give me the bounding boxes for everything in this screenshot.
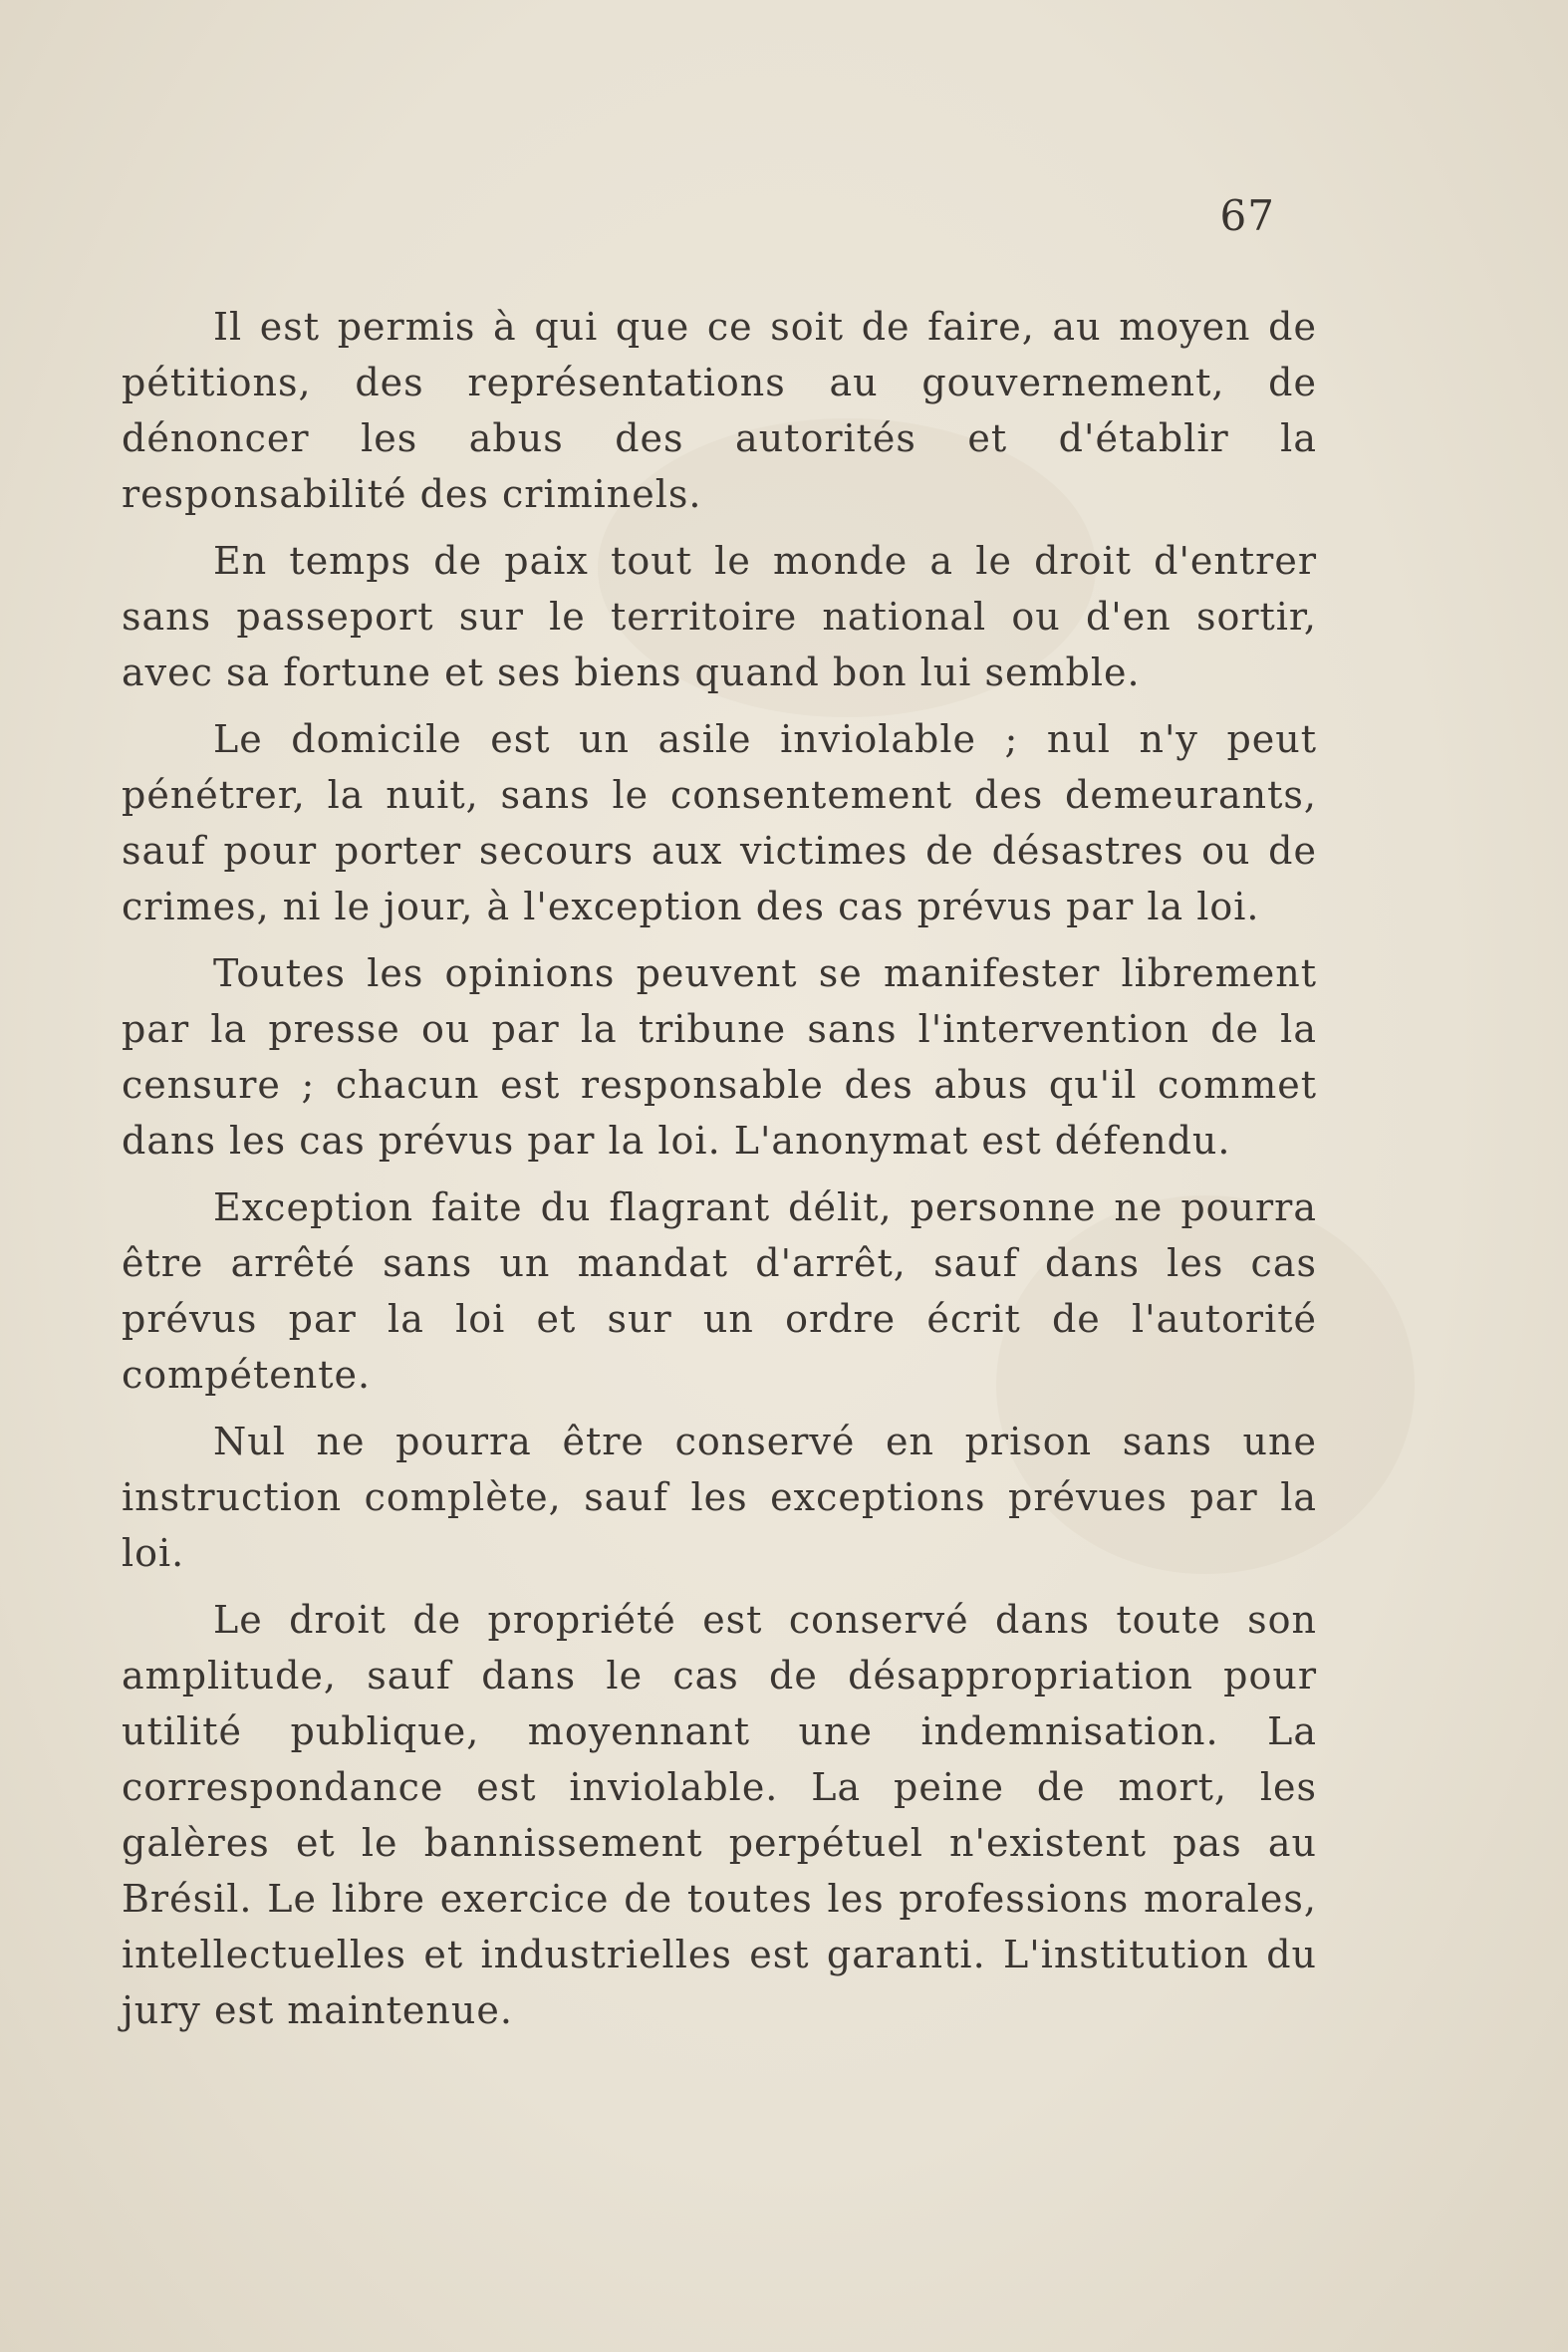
- page-body: [122, 299, 1317, 2049]
- paragraph: Le domicile est un asile inviolable ; nul n'y peut pénétrer, la nuit, sans le consentement des demeurants, sauf pour porter secours aux victimes de désastres ou de crimes, ni le jour, à l'exception des cas prévus par la loi.: [122, 717, 1317, 928]
- paragraph: En temps de paix tout le monde a le droit d'entrer sans passeport sur le territoire national ou d'en sortir, avec sa fortune et ses biens quand bon lui semble.: [122, 539, 1317, 694]
- paragraph: Exception faite du flagrant délit, personne ne pourra être arrêté sans un mandat d'arrêt, sauf dans les cas prévus par la loi et sur un ordre écrit de l'autorité compétente.: [122, 1185, 1317, 1397]
- paragraph: Il est permis à qui que ce soit de faire, au moyen de pétitions, des représentations au gouvernement, de dénoncer les abus des autorités et d'établir la responsabilité des criminels.: [122, 305, 1317, 516]
- paragraph: Toutes les opinions peuvent se manifester librement par la presse ou par la tribune sans l'intervention de la censure ; chacun est responsable des abus qu'il commet dans les cas prévus par la loi. L'anonymat est défendu.: [122, 951, 1317, 1163]
- paragraph: Nul ne pourra être conservé en prison sans une instruction complète, sauf les exceptions prévues par la loi.: [122, 1420, 1317, 1575]
- page-number: 67: [1219, 191, 1275, 240]
- paragraph: Le droit de propriété est conservé dans toute son amplitude, sauf dans le cas de désappropriation pour utilité publique, moyennant une indemnisation. La correspondance est inviolable. La peine de mort, les galères et le bannissement perpétuel n'existent pas au Brésil. Le libre exercice de toutes les professions morales, intellectuelles et industrielles est garanti. L'institution du jury est maintenue.: [122, 1598, 1317, 2032]
